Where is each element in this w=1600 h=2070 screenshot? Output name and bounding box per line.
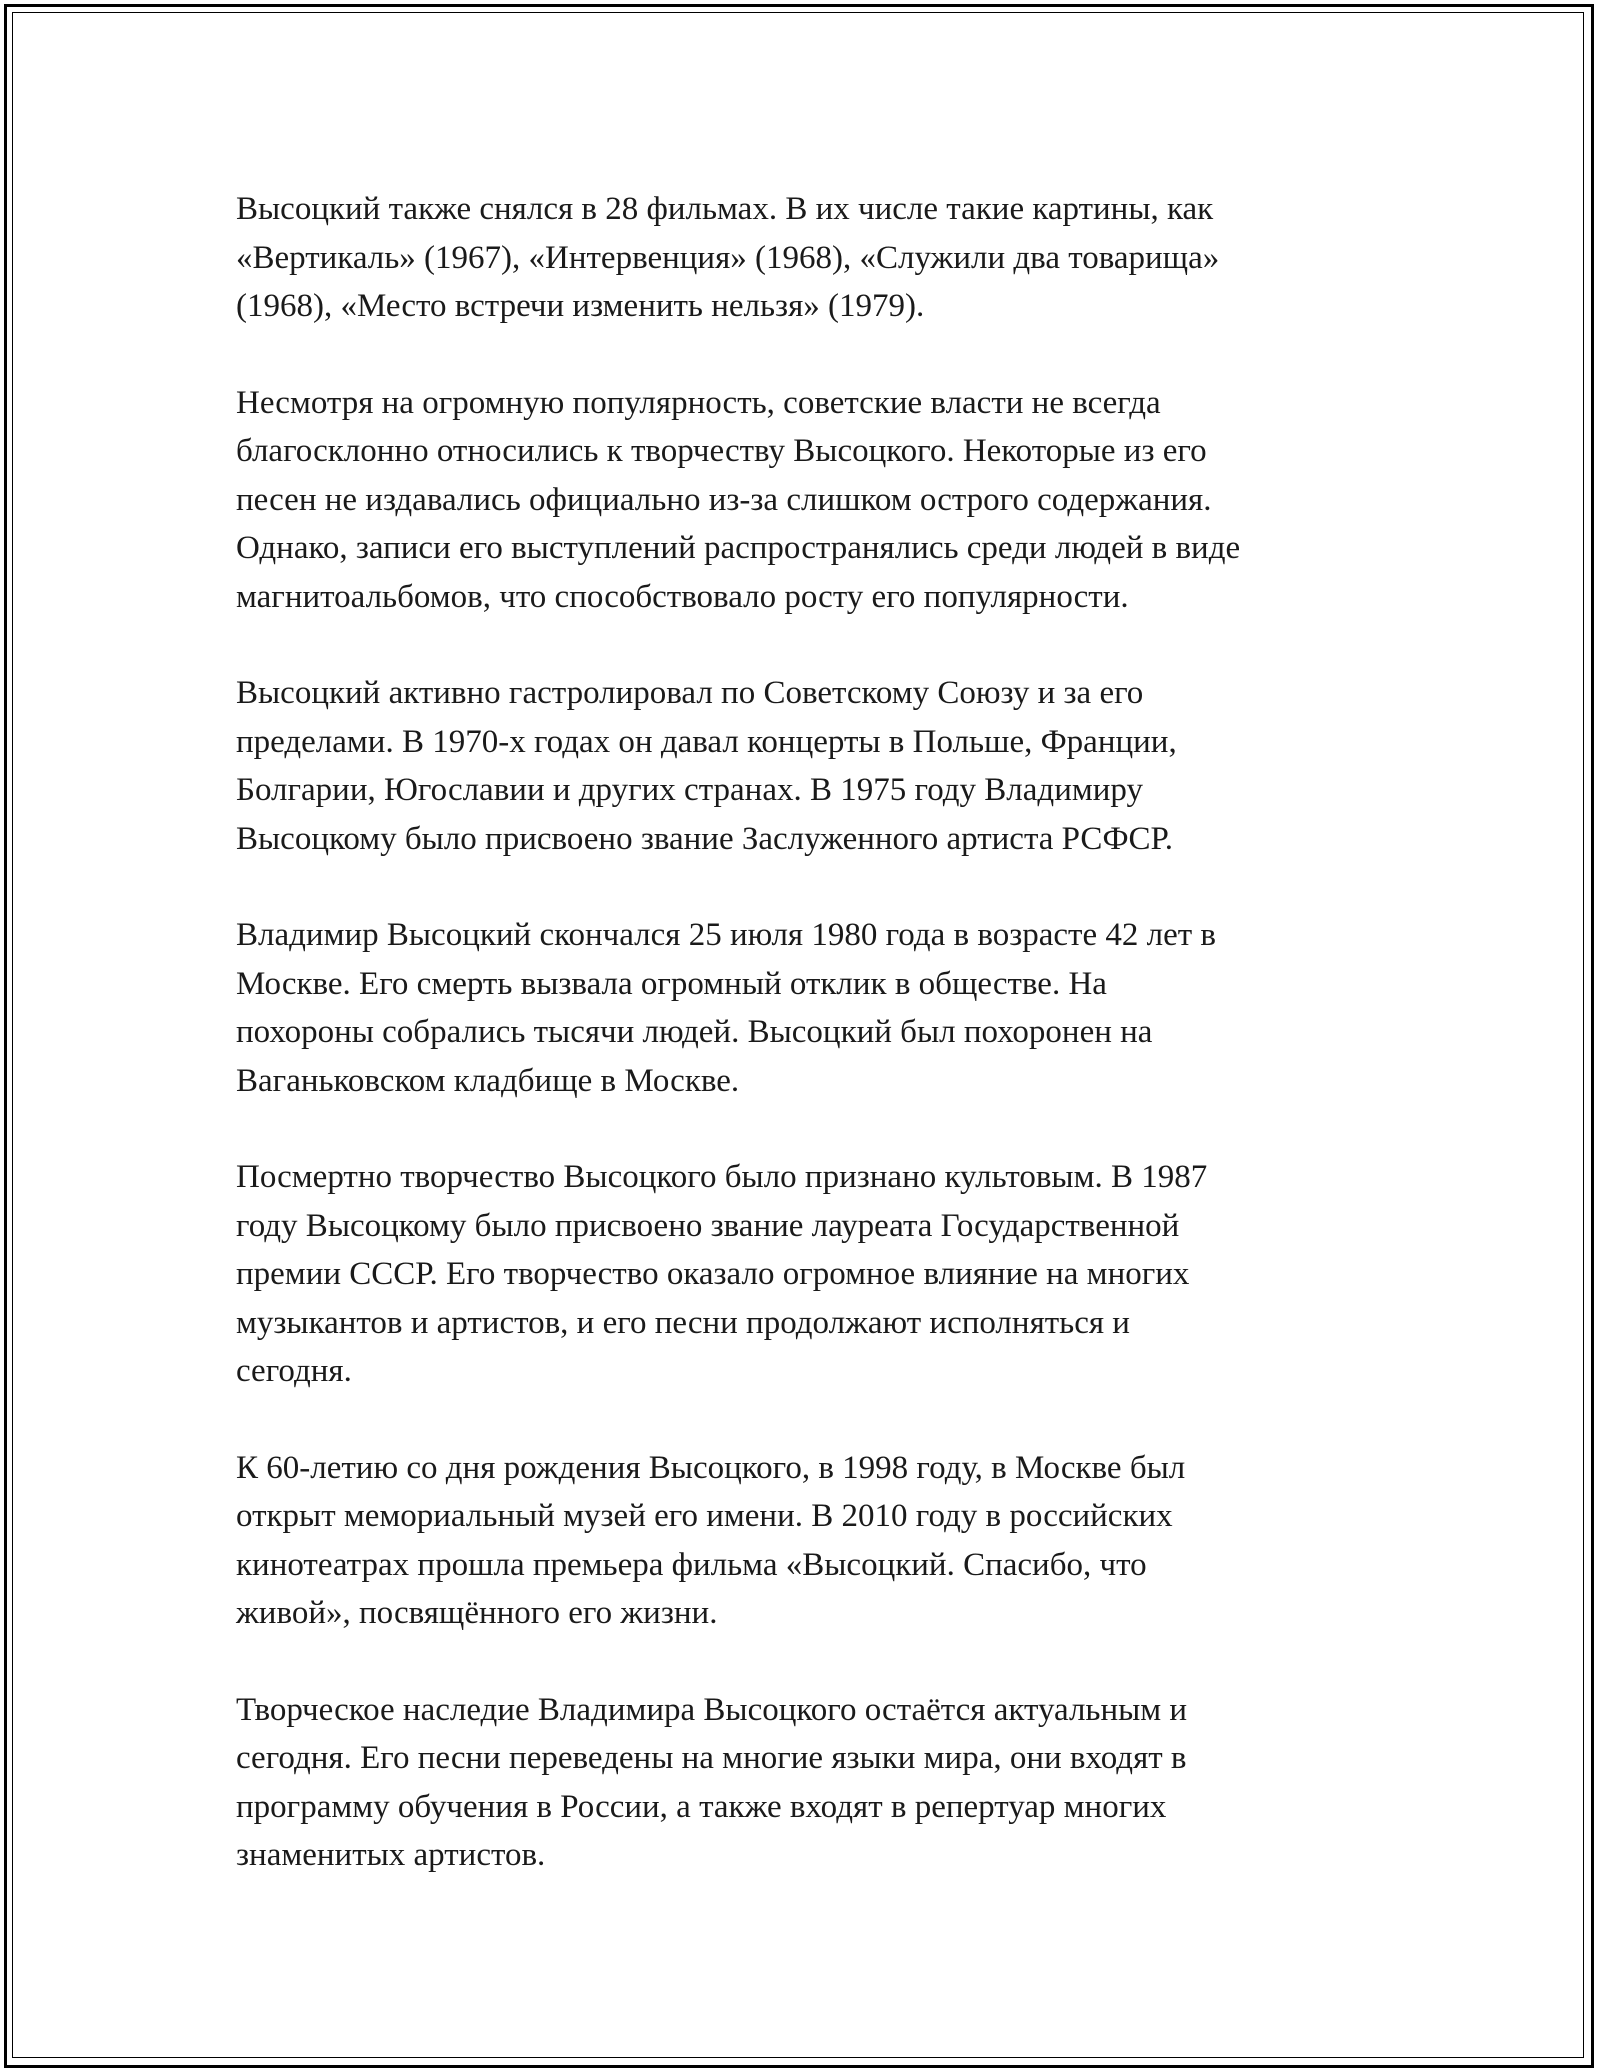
paragraph-soviet-authorities: Несмотря на огромную популярность, советские власти не всегда благосклонно относились к творчеству Высоцкого. Некоторые из его песен не издавались официально из-за слишком острого содержания. Однако, записи его выступлений распространялись среди людей в виде магнитоальбомов, что способствовало росту его популярности. [236, 384, 1241, 615]
paragraph-posthumous: Посмертно творчество Высоцкого было признано культовым. В 1987 году Высоцкому было присвоено звание лауреата Государственной премии СССР. Его творчество оказало огромное влияние на многих музыкантов и артистов, и его песни продолжают исполняться и сегодня. [236, 1159, 1208, 1389]
paragraph-filmography: Высоцкий также снялся в 28 фильмах. В их числе такие картины, как «Вертикаль» (1967), «Интервенция» (1968), «Служили два товарища» (1968), «Место встречи изменить нельзя» (1979). [236, 191, 1220, 324]
paragraph-museum: К 60-летию со дня рождения Высоцкого, в 1998 году, в Москве был открыт мемориальный музей его имени. В 2010 году в российских кинотеатрах прошла премьера фильма «Высоцкий. Спасибо, что живой», посвящённого его жизни. [236, 1449, 1186, 1631]
document-body [236, 185, 1396, 1928]
paragraph-tours: Высоцкий активно гастролировал по Советскому Союзу и за его пределами. В 1970-х годах он давал концерты в Польше, Франции, Болгарии, Югославии и других странах. В 1975 году Владимиру Высоцкому было присвоено звание Заслуженного артиста РСФСР. [236, 675, 1177, 857]
paragraph-death: Владимир Высоцкий скончался 25 июля 1980 года в возрасте 42 лет в Москве. Его смерть вызвала огромный отклик в обществе. На похороны собрались тысячи людей. Высоцкий был похоронен на Ваганьковском кладбище в Москве. [236, 917, 1216, 1099]
paragraph-legacy: Творческое наследие Владимира Высоцкого остаётся актуальным и сегодня. Его песни переведены на многие языки мира, они входят в программу обучения в России, а также входят в репертуар многих знаменитых артистов. [236, 1691, 1188, 1873]
